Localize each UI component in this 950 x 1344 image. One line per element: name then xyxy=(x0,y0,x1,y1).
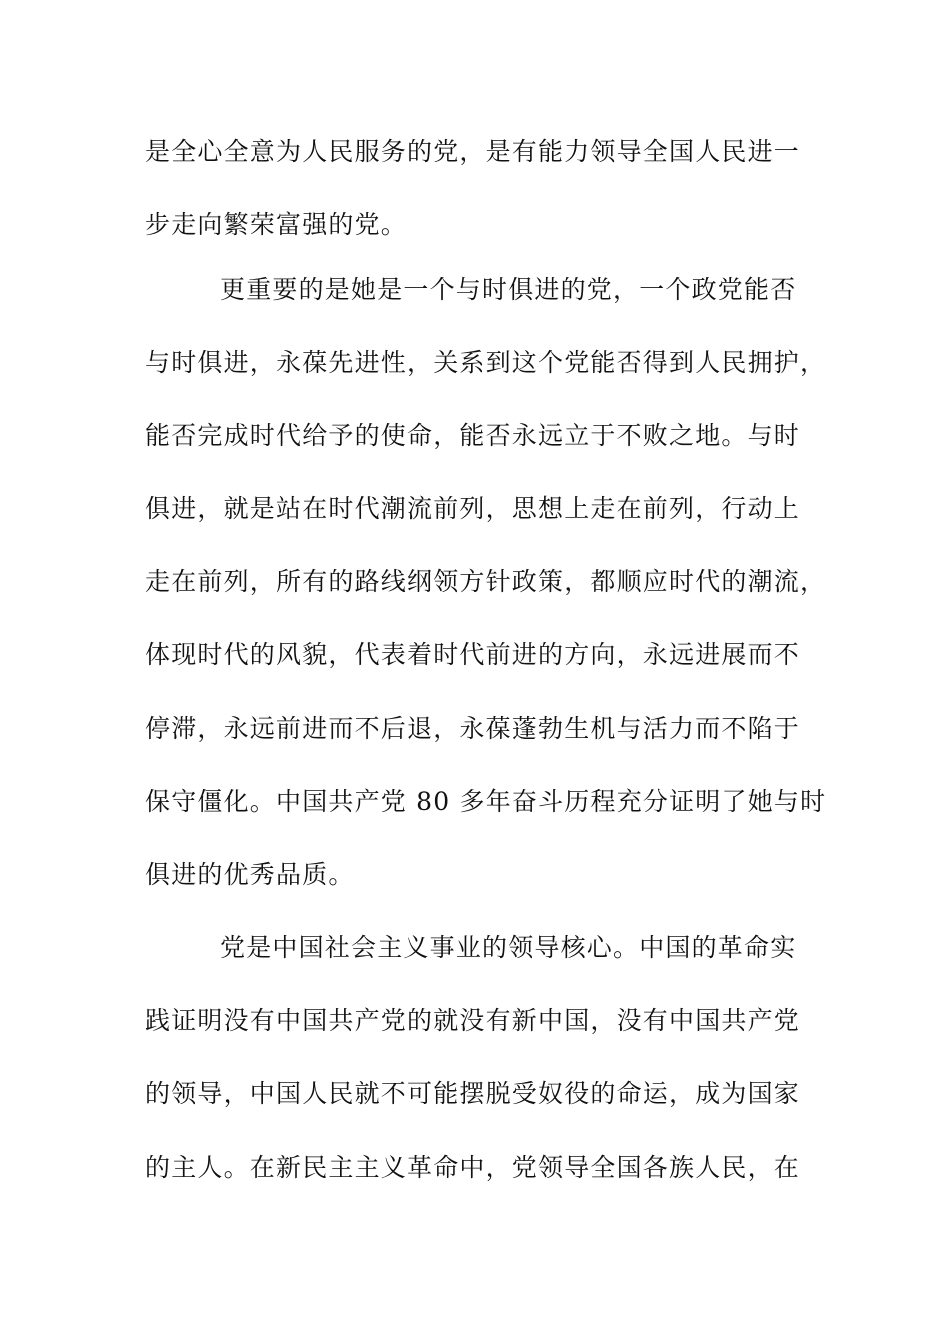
text-line: 停滞，永远前进而不后退，永葆蓬勃生机与活力而不陷于 xyxy=(145,714,801,743)
text-line: 的主人。在新民主主义革命中，党领导全国各族人民，在 xyxy=(145,1153,801,1182)
text-line: 步走向繁荣富强的党。 xyxy=(145,210,408,239)
text-line: 践证明没有中国共产党的就没有新中国，没有中国共产党 xyxy=(145,1006,801,1035)
paragraph-first-line: 更重要的是她是一个与时俱进的党，一个政党能否 xyxy=(220,275,797,304)
text-line: 的领导，中国人民就不可能摆脱受奴役的命运，成为国家 xyxy=(145,1079,801,1108)
text-line: 俱进，就是站在时代潮流前列，思想上走在前列，行动上 xyxy=(145,494,801,523)
text-line: 俱进的优秀品质。 xyxy=(145,860,355,889)
text-line: 与时俱进，永葆先进性，关系到这个党能否得到人民拥护， xyxy=(145,348,827,377)
text-line: 能否完成时代给予的使命，能否永远立于不败之地。与时 xyxy=(145,421,801,450)
text-line: 是全心全意为人民服务的党，是有能力领导全国人民进一 xyxy=(145,137,801,166)
text-line: 走在前列，所有的路线纲领方针政策，都顺应时代的潮流， xyxy=(145,567,827,596)
paragraph-first-line: 党是中国社会主义事业的领导核心。中国的革命实 xyxy=(220,933,797,962)
text-line: 体现时代的风貌，代表着时代前进的方向，永远进展而不 xyxy=(145,640,801,669)
text-line: 保守僵化。中国共产党 80 多年奋斗历程充分证明了她与时 xyxy=(145,787,827,816)
